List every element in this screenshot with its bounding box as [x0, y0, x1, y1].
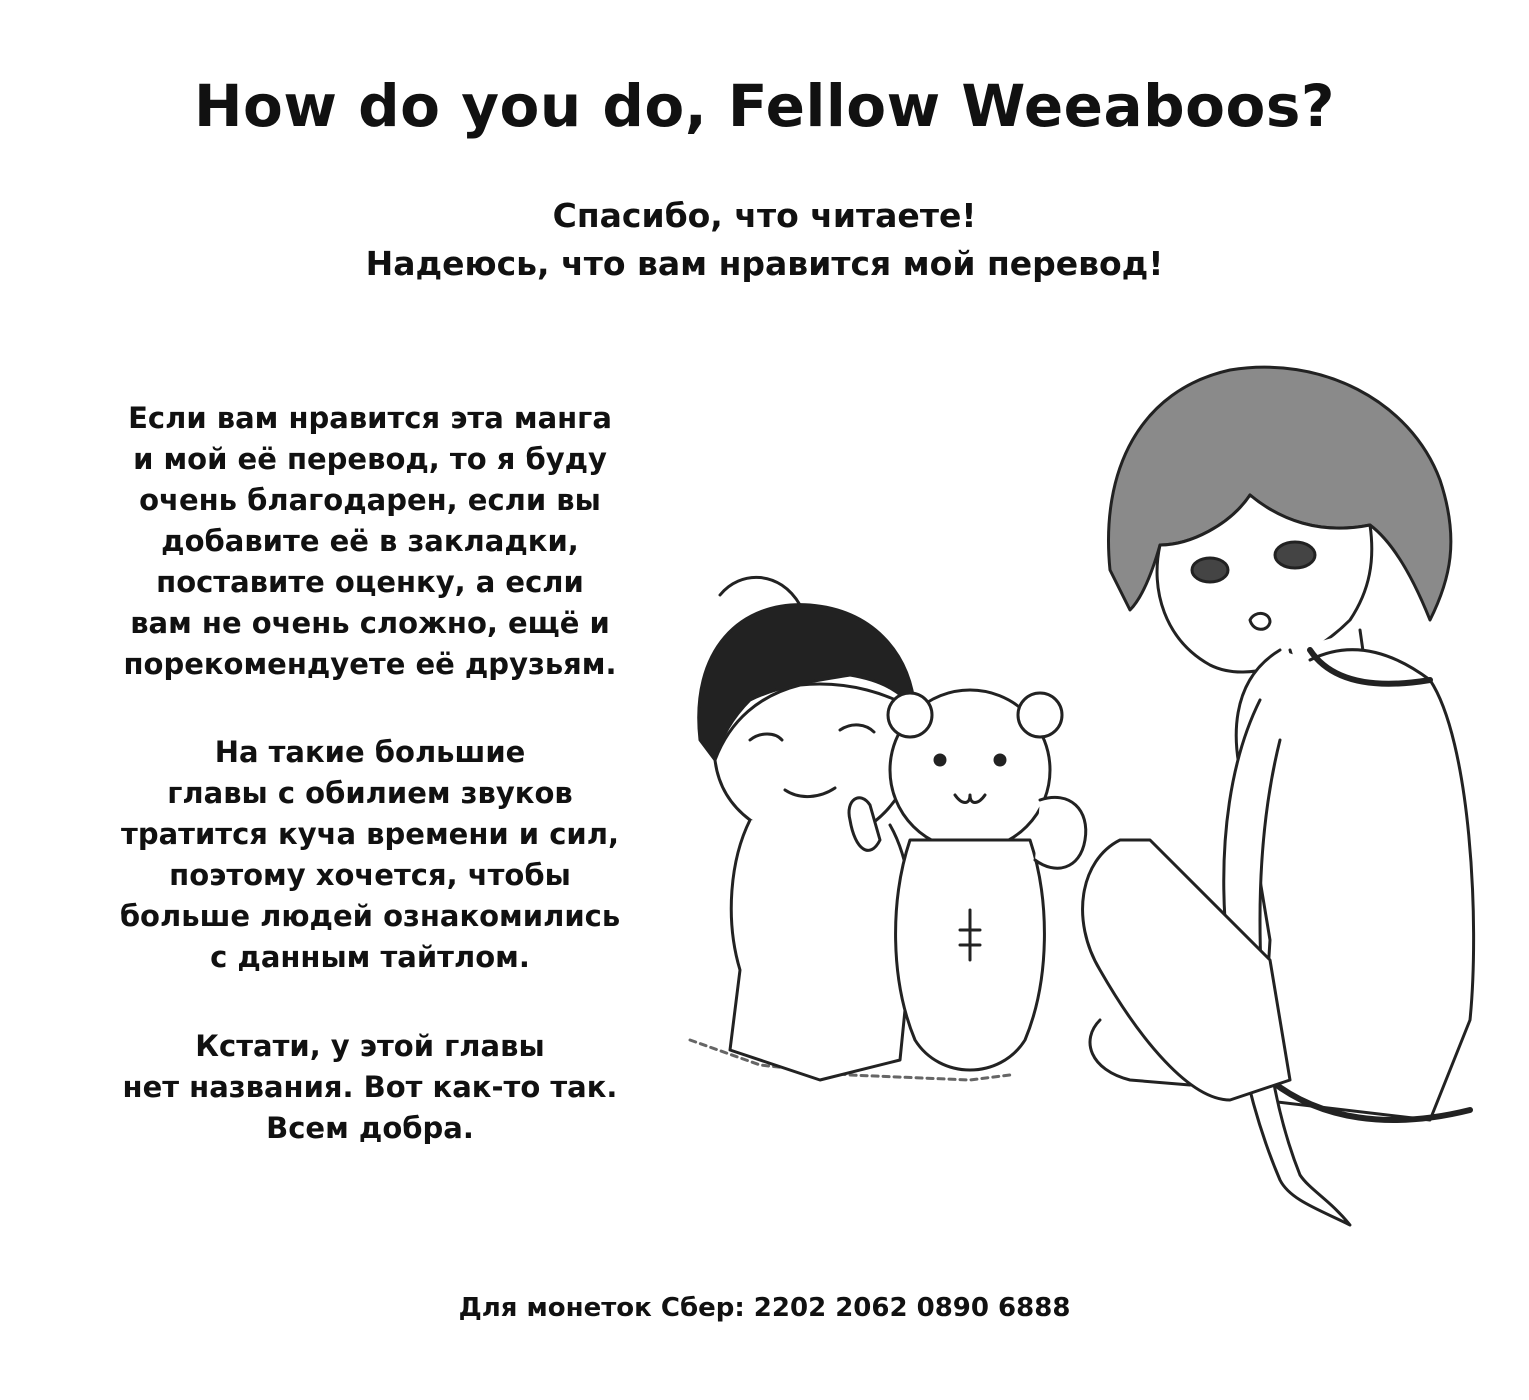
bear-eye-right	[995, 755, 1005, 765]
child-ahoge	[720, 577, 800, 605]
page-title: How do you do, Fellow Weeaboos?	[193, 72, 1336, 140]
thanks-line: Надеюсь, что вам нравится мой перевод!	[365, 244, 1164, 283]
paragraph-line: поставите оценку, а если	[156, 565, 584, 599]
thanks-message	[0, 192, 1529, 288]
bear-ear-left	[888, 693, 932, 737]
effort-paragraph	[70, 732, 670, 978]
paragraph-line: с данным тайтлом.	[210, 940, 530, 974]
paragraph-line: Кстати, у этой главы	[195, 1029, 545, 1063]
paragraph-line: Если вам нравится эта манга	[128, 401, 612, 435]
girl-eye-right	[1275, 542, 1315, 568]
paragraph-line: главы с обилием звуков	[167, 776, 573, 810]
paragraph-line: порекомендуете её друзьям.	[123, 647, 617, 681]
bookmark-request-paragraph	[70, 398, 670, 685]
girl-eye-left	[1192, 558, 1228, 582]
paragraph-line: нет названия. Вот как-то так.	[122, 1070, 618, 1104]
manga-illustration	[670, 320, 1510, 1280]
paragraph-line: тратится куча времени и сил,	[121, 817, 619, 851]
chapter-note-paragraph	[70, 1026, 670, 1149]
paragraph-line: и мой её перевод, то я буду	[133, 442, 607, 476]
bear-arm	[1035, 797, 1086, 868]
bear-ear-right	[1018, 693, 1062, 737]
paragraph-line: вам не очень сложно, ещё и	[130, 606, 610, 640]
bear-eye-left	[935, 755, 945, 765]
paragraph-line: больше людей ознакомились	[119, 899, 621, 933]
donation-info: Для монеток Сбер: 2202 2062 0890 6888	[458, 1293, 1071, 1323]
paragraph-line: добавите её в закладки,	[161, 524, 579, 558]
child-body	[730, 820, 912, 1080]
paragraph-line: На такие большие	[214, 735, 526, 769]
paragraph-line: очень благодарен, если вы	[139, 483, 601, 517]
thanks-line: Спасибо, что читаете!	[552, 196, 977, 235]
paragraph-line: поэтому хочется, чтобы	[169, 858, 571, 892]
paragraph-line: Всем добра.	[266, 1111, 474, 1145]
